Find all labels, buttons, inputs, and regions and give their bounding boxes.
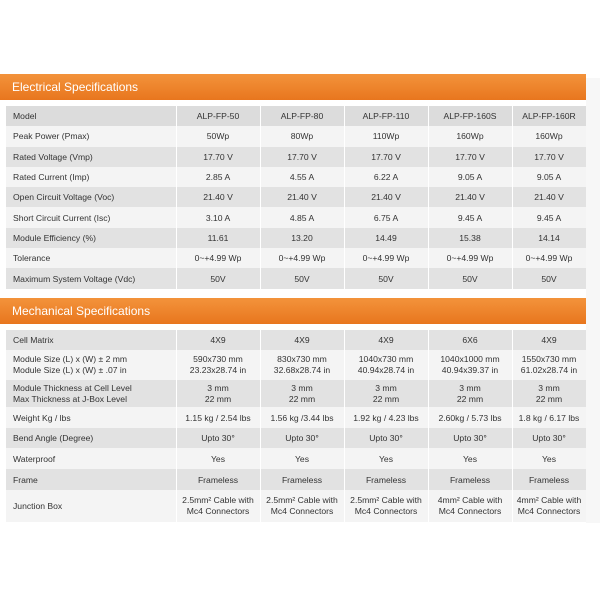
row-label-line: Max Thickness at J-Box Level — [13, 393, 127, 404]
cell-line: 3 mm — [375, 382, 397, 393]
cell-value: 9.05 A — [512, 167, 586, 187]
mechanical-spec-table — [6, 330, 587, 522]
mechanical-title: Mechanical Specifications — [12, 304, 151, 318]
row-label: Weight Kg / lbs — [6, 407, 176, 428]
row-label: Maximum System Voltage (Vdc) — [6, 268, 176, 288]
cell-value — [428, 490, 512, 522]
cell-value — [344, 380, 428, 407]
cell-value: ALP-FP-160R — [512, 106, 586, 126]
cell-line: 32.68x28.74 in — [273, 365, 331, 375]
cell-value: 2.60kg / 5.73 lbs — [428, 407, 512, 428]
cell-value: 21.40 V — [344, 187, 428, 207]
cell-value: 4X9 — [512, 330, 586, 350]
cell-value: 6X6 — [428, 330, 512, 350]
cell-value: 2.85 A — [176, 167, 260, 187]
cell-line: 2.5mm² Cable with — [182, 495, 254, 505]
table-row — [6, 187, 586, 207]
cell-line: 22 mm — [288, 393, 316, 404]
cell-value: 160Wp — [428, 126, 512, 146]
cell-value: 21.40 V — [260, 187, 344, 207]
cell-line: 2.5mm² Cable with — [266, 495, 338, 505]
cell-value — [512, 380, 586, 407]
cell-line: Mc4 Connectors — [517, 506, 581, 516]
cell-value: 1.15 kg / 2.54 lbs — [176, 407, 260, 428]
cell-value: 0~+4.99 Wp — [428, 248, 512, 268]
cell-value: 0~+4.99 Wp — [176, 248, 260, 268]
cell-line: 22 mm — [372, 393, 400, 404]
cell-value: 1.8 kg / 6.17 lbs — [512, 407, 586, 428]
cell-value: 13.20 — [260, 228, 344, 248]
cell-value — [176, 380, 260, 407]
cell-value — [176, 350, 260, 380]
cell-value — [260, 490, 344, 522]
cell-value: Yes — [344, 448, 428, 469]
cell-value: Upto 30° — [428, 428, 512, 448]
table-row — [6, 469, 586, 490]
cell-value: 50V — [176, 268, 260, 288]
cell-line: 1550x730 mm — [521, 354, 577, 364]
cell-value: 6.22 A — [344, 167, 428, 187]
cell-value: Frameless — [176, 469, 260, 490]
row-label — [6, 350, 176, 380]
cell-value: Upto 30° — [512, 428, 586, 448]
table-row — [6, 268, 586, 288]
cell-value: 50V — [428, 268, 512, 288]
row-label: Open Circuit Voltage (Voc) — [6, 187, 176, 207]
cell-value: 14.14 — [512, 228, 586, 248]
row-label: Cell Matrix — [6, 330, 176, 350]
row-label-line: Module Size (L) x (W) ± .07 in — [13, 365, 127, 375]
cell-value: 9.05 A — [428, 167, 512, 187]
cell-value: Upto 30° — [344, 428, 428, 448]
table-row — [6, 228, 586, 248]
cell-value: 160Wp — [512, 126, 586, 146]
cell-value: Yes — [260, 448, 344, 469]
cell-line: Mc4 Connectors — [438, 506, 502, 516]
row-label: Rated Current (Imp) — [6, 167, 176, 187]
row-label: Peak Power (Pmax) — [6, 126, 176, 146]
cell-value: 15.38 — [428, 228, 512, 248]
cell-value: 4X9 — [344, 330, 428, 350]
cell-value — [260, 380, 344, 407]
cell-line: 1040x1000 mm — [440, 354, 500, 364]
cell-value — [176, 490, 260, 522]
row-label: Short Circuit Current (Isc) — [6, 207, 176, 227]
table-row — [6, 106, 586, 126]
cell-line: 4mm² Cable with — [516, 495, 582, 505]
cell-value: 50V — [512, 268, 586, 288]
row-label: Model — [6, 106, 176, 126]
cell-value: 0~+4.99 Wp — [260, 248, 344, 268]
cell-value: Yes — [176, 448, 260, 469]
cell-value: 4.85 A — [260, 207, 344, 227]
row-label-line: Module Thickness at Cell Level — [13, 382, 132, 393]
cell-value: 17.70 V — [512, 147, 586, 167]
cell-value — [344, 490, 428, 522]
table-row — [6, 380, 586, 407]
table-row — [6, 350, 586, 380]
table-row — [6, 330, 586, 350]
cell-value: 14.49 — [344, 228, 428, 248]
table-row — [6, 126, 586, 146]
cell-line: 4mm² Cable with — [437, 495, 503, 505]
cell-line: 3 mm — [538, 382, 560, 393]
cell-value: 50V — [260, 268, 344, 288]
cell-line: 3 mm — [291, 382, 313, 393]
cell-value: 17.70 V — [428, 147, 512, 167]
cell-value: Yes — [512, 448, 586, 469]
cell-value: Upto 30° — [176, 428, 260, 448]
cell-value: 9.45 A — [428, 207, 512, 227]
row-label: Module Efficiency (%) — [6, 228, 176, 248]
cell-value: ALP-FP-80 — [260, 106, 344, 126]
cell-line: 590x730 mm — [193, 354, 243, 364]
cell-value: 17.70 V — [176, 147, 260, 167]
row-label: Tolerance — [6, 248, 176, 268]
cell-value — [344, 350, 428, 380]
cell-value: Yes — [428, 448, 512, 469]
row-label: Frame — [6, 469, 176, 490]
cell-value: 50Wp — [176, 126, 260, 146]
cell-line: 22 mm — [535, 393, 563, 404]
electrical-title: Electrical Specifications — [12, 80, 139, 94]
cell-value: Upto 30° — [260, 428, 344, 448]
cell-line: Mc4 Connectors — [270, 506, 334, 516]
cell-line: 1040x730 mm — [358, 354, 414, 364]
cell-value — [512, 350, 586, 380]
cell-line: Mc4 Connectors — [186, 506, 250, 516]
page-edge-strip — [586, 78, 600, 523]
cell-value — [512, 490, 586, 522]
cell-value: 0~+4.99 Wp — [512, 248, 586, 268]
electrical-specifications-header — [0, 74, 586, 100]
row-label: Waterproof — [6, 448, 176, 469]
row-label: Junction Box — [6, 490, 176, 522]
cell-value: ALP-FP-50 — [176, 106, 260, 126]
cell-value: Frameless — [260, 469, 344, 490]
cell-value: 80Wp — [260, 126, 344, 146]
cell-line: 40.94x28.74 in — [357, 365, 415, 375]
table-row — [6, 448, 586, 469]
cell-value: Frameless — [344, 469, 428, 490]
cell-line: 22 mm — [456, 393, 484, 404]
table-row — [6, 407, 586, 428]
cell-line: 830x730 mm — [277, 354, 327, 364]
cell-line: 23.23x28.74 in — [189, 365, 247, 375]
cell-line: Mc4 Connectors — [354, 506, 418, 516]
mechanical-specifications-header — [0, 298, 586, 324]
cell-line: 40.94x39.37 in — [441, 365, 499, 375]
cell-value: 4X9 — [176, 330, 260, 350]
cell-line: 2.5mm² Cable with — [350, 495, 422, 505]
cell-value: 4X9 — [260, 330, 344, 350]
cell-value: Frameless — [428, 469, 512, 490]
cell-value: 21.40 V — [176, 187, 260, 207]
table-row — [6, 207, 586, 227]
cell-value — [428, 350, 512, 380]
cell-value: 3.10 A — [176, 207, 260, 227]
cell-value: 6.75 A — [344, 207, 428, 227]
cell-value: 4.55 A — [260, 167, 344, 187]
cell-value: Frameless — [512, 469, 586, 490]
cell-value: 21.40 V — [428, 187, 512, 207]
cell-value: 9.45 A — [512, 207, 586, 227]
cell-value — [260, 350, 344, 380]
table-row — [6, 428, 586, 448]
cell-value: ALP-FP-110 — [344, 106, 428, 126]
table-row — [6, 167, 586, 187]
cell-value: 110Wp — [344, 126, 428, 146]
cell-line: 61.02x28.74 in — [520, 365, 578, 375]
table-row — [6, 147, 586, 167]
cell-value: 11.61 — [176, 228, 260, 248]
table-row — [6, 248, 586, 268]
row-label: Rated Voltage (Vmp) — [6, 147, 176, 167]
cell-line: 3 mm — [207, 382, 229, 393]
cell-value: 0~+4.99 Wp — [344, 248, 428, 268]
cell-value: ALP-FP-160S — [428, 106, 512, 126]
row-label: Bend Angle (Degree) — [6, 428, 176, 448]
row-label — [6, 380, 176, 407]
cell-value: 50V — [344, 268, 428, 288]
cell-value: 17.70 V — [344, 147, 428, 167]
cell-value — [428, 380, 512, 407]
cell-value: 17.70 V — [260, 147, 344, 167]
cell-line: 22 mm — [204, 393, 232, 404]
cell-value: 21.40 V — [512, 187, 586, 207]
cell-line: 3 mm — [459, 382, 481, 393]
table-row — [6, 490, 586, 522]
electrical-spec-table — [6, 106, 587, 289]
cell-value: 1.92 kg / 4.23 lbs — [344, 407, 428, 428]
cell-value: 1.56 kg /3.44 lbs — [260, 407, 344, 428]
row-label-line: Module Size (L) x (W) ± 2 mm — [13, 354, 128, 364]
